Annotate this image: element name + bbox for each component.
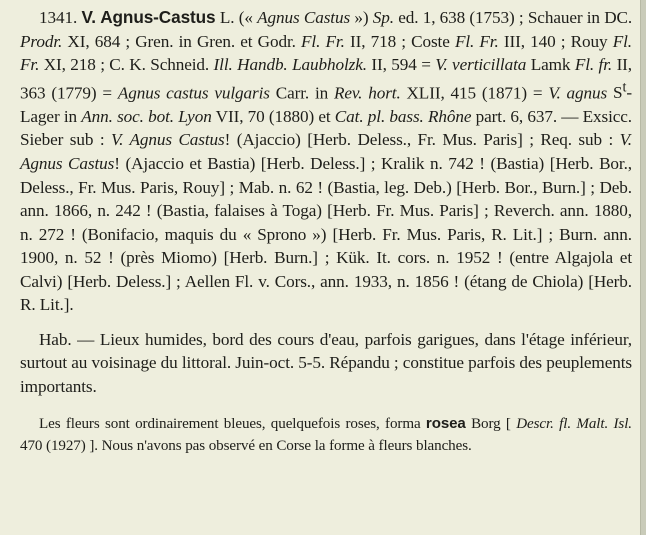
taxon-name: Agnus-Castus xyxy=(100,7,216,27)
synonym-v-agnus: V. agnus xyxy=(548,83,608,103)
ref-text-2: XI, 684 ; Gren. in Gren. et Godr. xyxy=(67,31,296,51)
exsicc-text-2: ! (Ajaccio et Bastia) [Herb. Deless.] ; Kralik n. 742 ! (Bastia) [Herb. Bor., Deless., Fr. Mus. Paris, Rouy] ; Mab. n. 62 ! (Bastia, leg. Deb.) [Herb. Bor., Burn.] ; Deb. ann. 1866, n. 242 ! (Bastia, falaises à Toga) [Herb. Fr. Mus. Paris] ; Reverch. ann. 1880, n. 272 ! (Bonifacio, maquis du « Sprono ») [Herb. Fr. Mus. Paris, R. Lit.] ; Burn. ann. 1900, n. 52 ! (près Miomo) [Herb. Burn.] ; Kük. It. cors. n. 1952 ! (entre Algajola et Calvi) [Herb. Deless.] ; Aellen Fl. v. Cors., ann. 1933, n. 1856 ! (étang de Chiola) [Herb. R. Lit.]. xyxy=(20,154,632,315)
habitat-paragraph: Hab. — Lieux humides, bord des cours d'eau, parfois garigues, dans l'étage inférieur, surtout au voisinage du littoral. Juin-oct. 5-5. Répandu ; constitue parfois des peuplements importants. xyxy=(20,329,632,396)
ref-text-12: VII, 70 (1880) et xyxy=(215,106,331,126)
ref-flfr-4: Fl. fr. xyxy=(574,55,613,75)
synonym-verticillata: V. verticillata xyxy=(435,55,527,75)
ref-cat-pl: Cat. pl. bass. Rhône xyxy=(334,106,472,126)
ref-ann-soc: Ann. soc. bot. Lyon xyxy=(81,106,212,126)
author-st-lager: $S^t$-Lager in xyxy=(20,79,632,126)
ref-text-1: ed. 1, 638 (1753) ; Schauer in DC. xyxy=(398,8,633,27)
note-text-1: Les fleurs sont ordinairement bleues, quelquefois roses, forma xyxy=(39,416,421,433)
quote-close: ») xyxy=(354,8,369,27)
ref-text-5: XI, 218 ; C. K. Schneid. xyxy=(43,55,210,75)
ref-text-4: III, 140 ; Rouy xyxy=(503,31,608,51)
exsicc-name-2: V. Agnus Castus xyxy=(20,130,632,174)
ref-flfr-2: Fl. Fr. xyxy=(454,31,499,51)
ref-text-9: Carr. in xyxy=(275,83,329,103)
ref-text-10: XLII, 415 (1871) = xyxy=(406,83,543,103)
note-paragraph xyxy=(20,413,632,457)
taxon-author: L. xyxy=(219,8,235,27)
ref-sp: Sp. xyxy=(372,8,394,27)
ref-text-13: part. 6, 637. — Exsicc. Sieber sub : xyxy=(20,106,632,150)
synonym-agnus-castus-vulgaris: Agnus castus vulgaris xyxy=(117,83,270,103)
note-text-2: Borg [ xyxy=(471,416,511,433)
exsicc-text-1: ! (Ajaccio) [Herb. Deless., Fr. Mus. Paris] ; Req. sub : xyxy=(224,130,614,150)
page-edge xyxy=(640,0,646,535)
quote-open: (« xyxy=(238,8,253,27)
ref-text-7: Lamk xyxy=(530,55,571,75)
taxon-rank: V. xyxy=(81,7,96,27)
ref-flfr-1: Fl. Fr. xyxy=(301,31,345,51)
ref-prodr: Prodr. xyxy=(20,31,63,51)
ref-ill-handb: Ill. Handb. Laubholzk. xyxy=(213,55,367,75)
ref-rev-hort: Rev. hort. xyxy=(333,83,401,103)
entry-number: 1341. xyxy=(39,8,78,27)
exsicc-name-1: V. Agnus Castus xyxy=(110,130,225,150)
ref-text-8: II, 363 (1779) = xyxy=(20,55,633,103)
species-entry xyxy=(20,6,632,317)
forma-rosea: rosea xyxy=(425,415,466,433)
ref-text-6: II, 594 = xyxy=(371,55,431,75)
ref-descr: Descr. fl. Malt. Isl. xyxy=(516,416,632,433)
ref-text-3: II, 718 ; Coste xyxy=(349,31,450,51)
ref-flfr-3: Fl. Fr. xyxy=(20,31,632,75)
note-text-3: 470 (1927) ]. Nous n'avons pas observé en Corse la forme à fleurs blanches. xyxy=(20,437,472,454)
quoted-name: Agnus Castus xyxy=(257,8,351,27)
